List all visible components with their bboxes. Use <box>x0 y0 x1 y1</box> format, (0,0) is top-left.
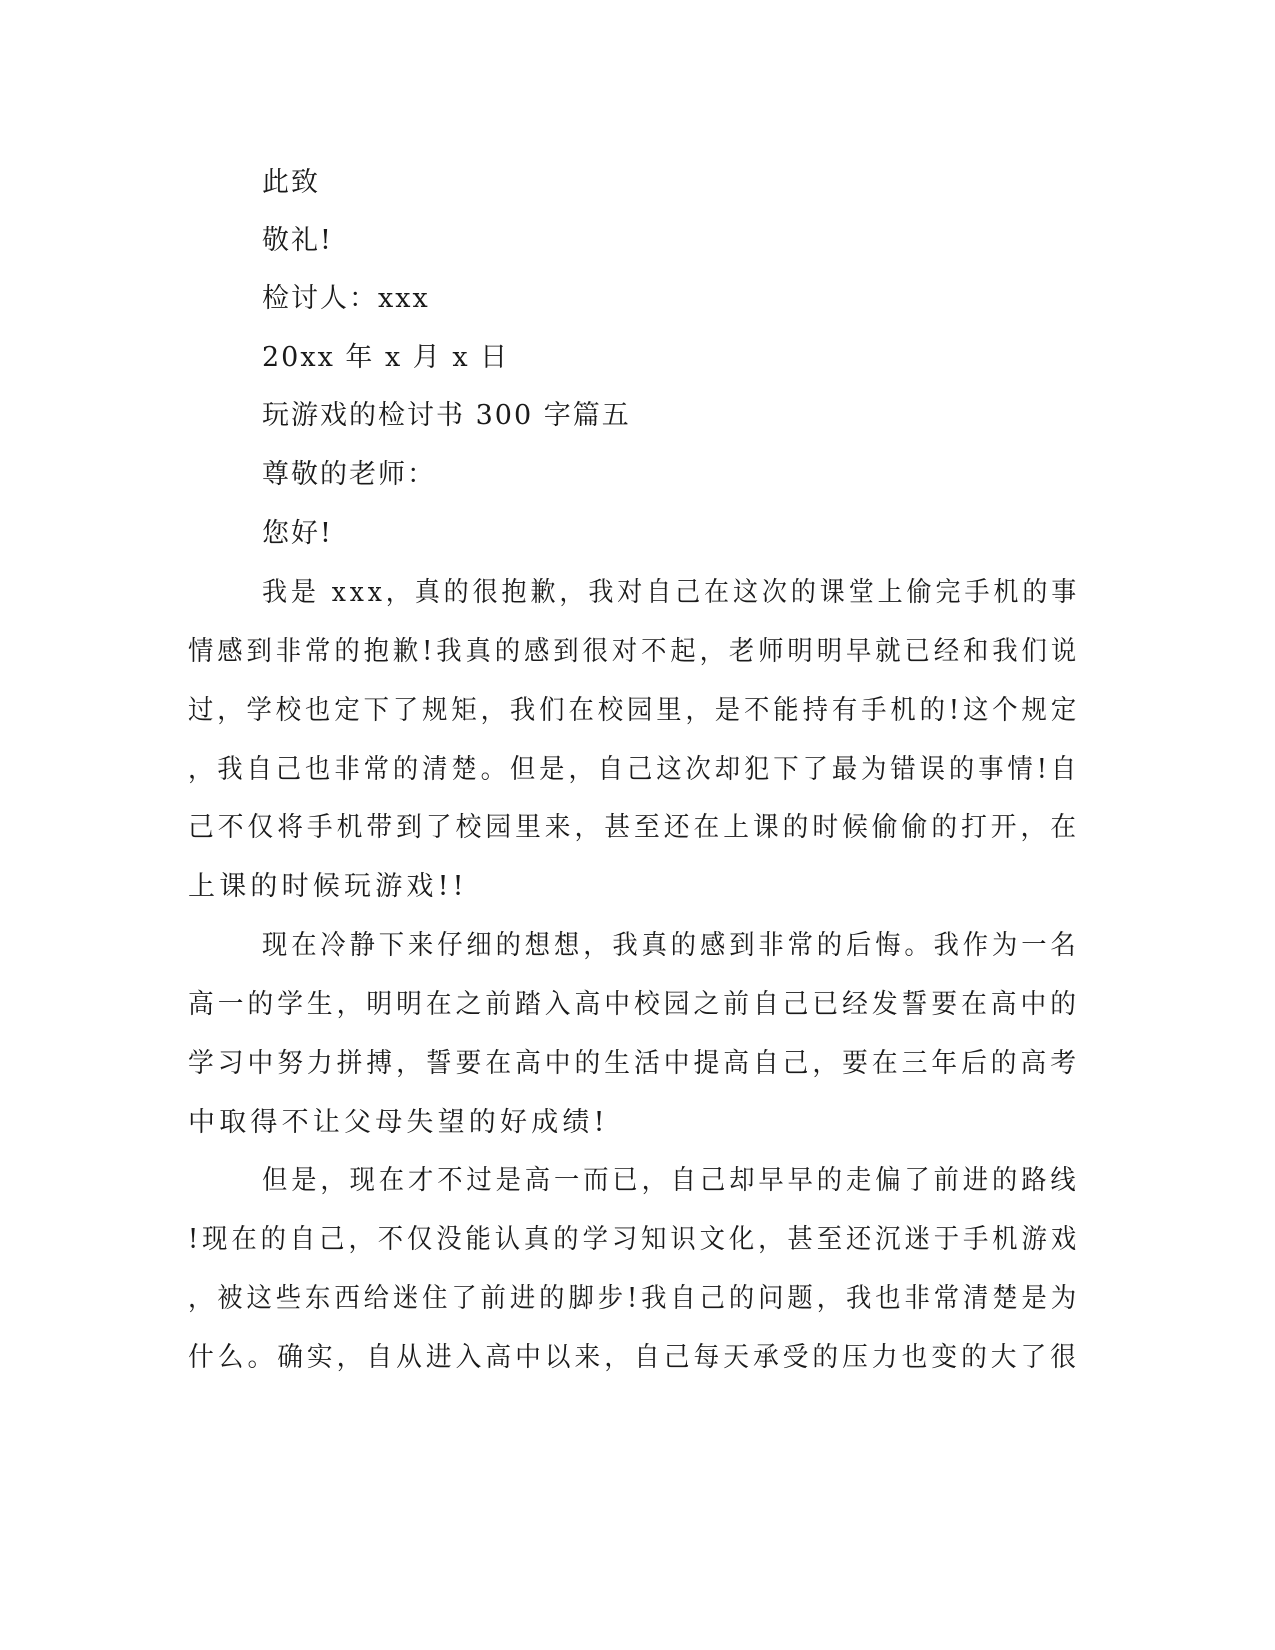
paragraph-1-line-4: ，我自己也非常的清楚。但是，自己这次却犯下了最为错误的事情!自 <box>188 754 1081 785</box>
closing-line-1: 此致 <box>262 167 320 198</box>
paragraph-1-line-1: 我是 xxx，真的很抱歉，我对自己在这次的课堂上偷完手机的事 <box>262 577 1081 608</box>
paragraph-3-line-4: 什么。确实，自从进入高中以来，自己每天承受的压力也变的大了很 <box>188 1342 1081 1373</box>
section-title: 玩游戏的检讨书 300 字篇五 <box>262 400 631 431</box>
greeting: 您好! <box>262 518 333 549</box>
paragraph-1-line-6: 上课的时候玩游戏!! <box>188 871 468 902</box>
paragraph-3-line-1: 但是，现在才不过是高一而已，自己却早早的走偏了前进的路线 <box>262 1165 1080 1196</box>
paragraph-2-line-3: 学习中努力拼搏，誓要在高中的生活中提高自己，要在三年后的高考 <box>188 1048 1081 1079</box>
signature-line: 检讨人：xxx <box>262 283 430 314</box>
paragraph-1-line-2: 情感到非常的抱歉!我真的感到很对不起，老师明明早就已经和我们说 <box>188 636 1081 667</box>
paragraph-1-line-3: 过，学校也定下了规矩，我们在校园里，是不能持有手机的!这个规定 <box>188 695 1081 726</box>
closing-line-2: 敬礼! <box>262 225 333 256</box>
paragraph-3-line-2: !现在的自己，不仅没能认真的学习知识文化，甚至还沉迷于手机游戏 <box>188 1224 1081 1255</box>
date-line: 20xx 年 x 月 x 日 <box>262 342 510 373</box>
paragraph-1-line-5: 己不仅将手机带到了校园里来，甚至还在上课的时候偷偷的打开，在 <box>188 812 1081 843</box>
paragraph-2-line-1: 现在冷静下来仔细的想想，我真的感到非常的后悔。我作为一名 <box>262 930 1080 961</box>
paragraph-2-line-2: 高一的学生，明明在之前踏入高中校园之前自己已经发誓要在高中的 <box>188 989 1081 1020</box>
paragraph-2-line-4: 中取得不让父母失望的好成绩! <box>188 1107 609 1138</box>
salutation: 尊敬的老师： <box>262 459 436 490</box>
paragraph-3-line-3: ，被这些东西给迷住了前进的脚步!我自己的问题，我也非常清楚是为 <box>188 1283 1081 1314</box>
